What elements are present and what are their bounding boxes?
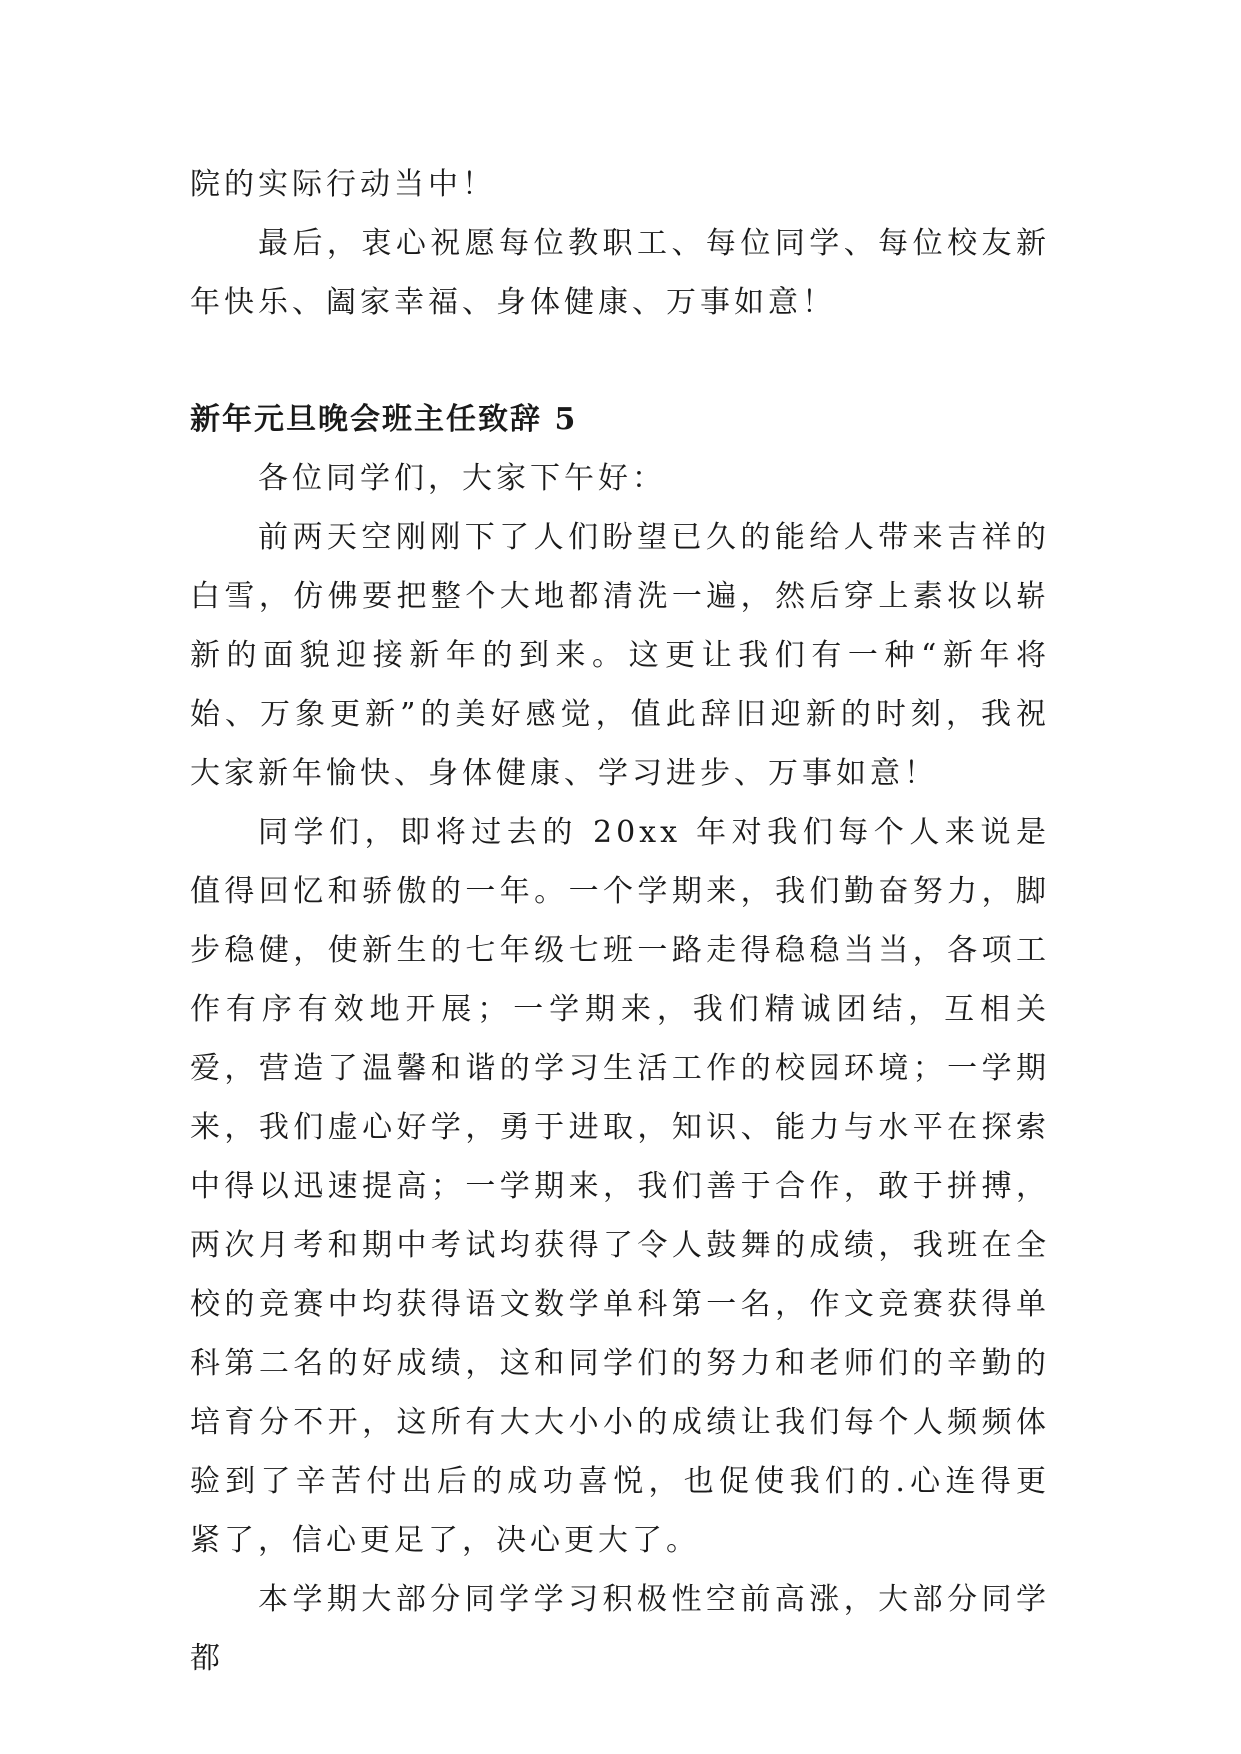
previous-section-tail: [190, 155, 1050, 332]
paragraph-achievements: 同学们，即将过去的 20xx 年对我们每个人来说是值得回忆和骄傲的一年。一个学期来，我们勤奋努力，脚步稳健，使新生的七年级七班一路走得稳稳当当，各项工作有序有效地开展；一学期来，我们精诚团结，互相关爱，营造了温馨和谐的学习生活工作的校园环境；一学期来，我们虚心好学，勇于进取，知识、能力与水平在探索中得以迅速提高；一学期来，我们善于合作，敢于拼搏，两次月考和期中考试均获得了令人鼓舞的成绩，我班在全校的竞赛中均获得语文数学单科第一名，作文竞赛获得单科第二名的好成绩，这和同学们的努力和老师们的辛勤的培育分不开，这所有大大小小的成绩让我们每个人频频体验到了辛苦付出后的成功喜悦，也促使我们的.心连得更紧了，信心更足了，决心更大了。: [190, 815, 1050, 1558]
paragraph-continuation: 院的实际行动当中！: [190, 167, 496, 202]
speech-section: [190, 390, 1050, 1688]
paragraph-snow: 前两天空刚刚下了人们盼望已久的能给人带来吉祥的白雪，仿佛要把整个大地都清洗一遍，然后穿上素妆以崭新的面貌迎接新年的到来。这更让我们有一种“新年将始、万象更新”的美好感觉，值此辞旧迎新的时刻，我祝大家新年愉快、身体健康、学习进步、万事如意！: [190, 520, 1050, 791]
section-heading: 新年元旦晚会班主任致辞 5: [190, 402, 578, 437]
paragraph-closing-wishes: 最后，衷心祝愿每位教职工、每位同学、每位校友新年快乐、阖家幸福、身体健康、万事如意！: [190, 226, 1050, 320]
paragraph-study-enthusiasm: 本学期大部分同学学习积极性空前高涨，大部分同学都: [190, 1582, 1050, 1676]
paragraph-greeting: 各位同学们，大家下午好：: [258, 461, 666, 496]
